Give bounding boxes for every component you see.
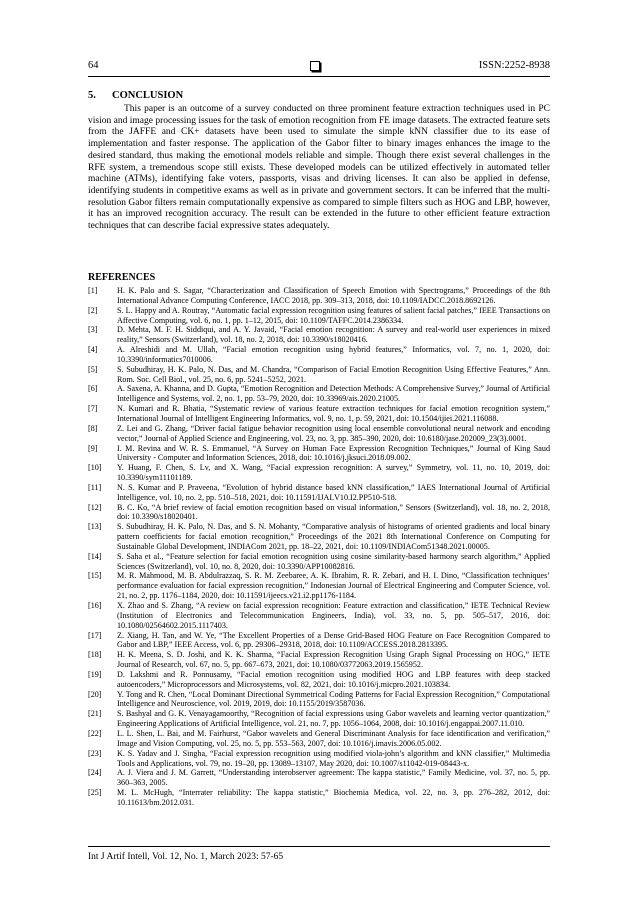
reference-number: [2] [88,305,98,315]
issn: ISSN:2252-8938 [478,60,550,71]
reference-item [88,571,550,601]
reference-text: Y. Tong and R. Chen, “Local Dominant Directional Symmetrical Coding Patterns for Facial Expression Recognition,” Computational Intelligence and Neuroscience, vol. 2019, 2019, doi: 10.1155/2019/3587036. [117,689,550,709]
reference-item [88,483,550,503]
reference-text: Z. Xiang, H. Tan, and W. Ye, “The Excellent Properties of a Dense Grid-Based HOG Feature on Face Recognition Compared to Gabor and LBP,” IEEE Access, vol. 6, pp. 29306–29318, 2018, doi: 10.1109/ACCESS.2018.2813395. [117,630,550,650]
references-heading: REFERENCES [88,272,156,283]
reference-text: H. K. Palo and S. Sagar, “Characterization and Classification of Speech Emotion with Spectrograms,” Proceedings of the 8th International Advance Computing Conference, IACC 2018, pp. 309–313, 2018, doi: 10.1109/IADCC.2018.8692126. [117,286,550,305]
page-number: 64 [88,60,99,71]
reference-number: [22] [88,728,102,738]
reference-text: S. Subudhiray, H. K. Palo, N. Das, and S. N. Mohanty, “Comparative analysis of histograms of oriented gradients and local binary pattern coefficients for facial emotion recognition,” Proceedings of the 2021 8th International Conference on Computing for Sustainable Global Development, INDIACom 2021, pp. 18–22, 2021, doi: 10.1109/INDIACom51348.2021.00005. [117,522,550,551]
reference-item [88,709,550,729]
reference-number: [5] [88,364,98,374]
reference-number: [13] [88,522,102,532]
reference-text: H. K. Meena, S. D. Joshi, and K. K. Sharma, “Facial Expression Recognition Using Graph Signal Processing on HOG,” IETE Journal of Research, vol. 67, no. 5, pp. 667–673, 2021, doi: 10.1080/03772063.2019.1565952. [117,650,550,670]
reference-item [88,345,550,365]
journal-citation: Int J Artif Intell, Vol. 12, No. 1, March 2023: 57-65 [88,852,284,862]
reference-text: S. Saha et al., “Feature selection for facial emotion recognition using cosine similarity-based harmony search algorithm,” Applied Sciences (Switzerland), vol. 10, no. 8, 2020, doi: 10.3390/APP10082816. [117,551,550,571]
section-heading [88,90,183,101]
reference-text: N. Kumari and R. Bhatia, “Systematic review of various feature extraction techniques for facial emotion recognition system,” International Journal of Intelligent Engineering Informatics, vol. 9, no. 1, p. 59, 2021, doi: 10.1504/ijiei.2021.116088. [117,404,550,423]
reference-number: [7] [88,404,98,414]
reference-text: D. Lakshmi and R. Ponnusamy, “Facial emotion recognition using modified HOG and LBP features with deep stacked autoencoders,” Microprocessors and Microsystems, vol. 82, 2021, doi: 10.1016/j.micpro.2021.103834. [117,669,550,689]
reference-number: [15] [88,571,102,581]
reference-item [88,522,550,552]
reference-text: D. Mehta, M. F. H. Siddiqui, and A. Y. Javaid, “Facial emotion recognition: A survey and real-world user experiences in mixed reality,” Sensors (Switzerland), vol. 18, no. 2, 2018, doi: 10.3390/s18020416. [117,325,550,345]
reference-number: [24] [88,768,102,778]
reference-text: K. S. Yadav and J. Singha, “Facial expression recognition using modified viola-john’s algorithm and kNN classifier,” Multimedia Tools and Applications, vol. 79, no. 19–20, pp. 13089–13107, May 2020, doi: 10.1007/s11042-019-08443-x. [117,748,550,768]
reference-item [88,601,550,631]
reference-text: A. Alreshidi and M. Ullah, “Facial emotion recognition using hybrid features,” Informatics, vol. 7, no. 1, 2020, doi: 10.3390/informatics7010006. [117,345,550,364]
reference-item [88,650,550,670]
reference-number: [18] [88,650,102,660]
reference-item [88,768,550,788]
reference-item [88,424,550,444]
reference-item [88,670,550,690]
reference-number: [1] [88,286,98,295]
header-rule [88,76,550,77]
reference-item [88,463,550,483]
reference-item [88,325,550,345]
reference-text: I. M. Revina and W. R. S. Emmanuel, “A Survey on Human Face Expression Recognition Techniques,” Journal of King Saud University - Computer and Information Sciences, 2018, doi: 10.1016/j.jksuci.2018.09.002. [117,443,550,463]
reference-number: [3] [88,325,98,335]
reference-number: [19] [88,669,102,679]
square-icon [310,61,320,71]
reference-text: N. S. Kumar and P. Praveena, “Evolution of hybrid distance based kNN classification,” IAES International Journal of Artificial Intelligence, vol. 10, no. 2, pp. 510–518, 2021, doi: 10.11591/IJAI.V10.I2.PP510-518. [117,482,550,502]
conclusion-paragraph: This paper is an outcome of a survey conducted on three prominent feature extraction techniques used in PC vision and image processing issues for the task of emotion recognition from FE image datasets. The extracted feature sets from the JAFFE and CK+ datasets have been used to simulate the simple kNN classifier due to its ease of implementation and faster response. The application of the Gabor filter to binary images enhances the image to the desired standard, thus making the emotional models reliable and simple. Though there exist several challenges in the RFE system, a tremendous scope still exists. These developed models can be utilized effectively in automated teller machine (ATMs), identifying fake voters, passports, visas and driving licenses. It can also be applied in defense, identifying students in competitive exams as well as in private and government sectors. It can be inferred that the multi-resolution Gabor filters remain computationally expensive as compared to simple filters such as HOG and LBP, however, it has an improved recognition accuracy. The result can be extended in the future to other efficient feature extraction techniques that can describe facial expressive states adequately. [88,104,550,232]
reference-number: [4] [88,345,98,355]
reference-item [88,503,550,523]
reference-item [88,749,550,769]
reference-text: S. Bashyal and G. K. Venayagamoorthy, “Recognition of facial expressions using Gabor wavelets and learning vector quantization,” Engineering Applications of Artificial Intelligence, vol. 21, no. 7, pp. 1056–1064, 2008, doi: 10.1016/j.engappai.2007.11.010. [117,709,550,729]
section-title: CONCLUSION [112,90,184,101]
page-header [88,58,550,74]
reference-text: B. C. Ko, “A brief review of facial emotion recognition based on visual information,” Sensors (Switzerland), vol. 18, no. 2, 2018, doi: 10.3390/s18020401. [117,502,550,522]
reference-item [88,286,550,306]
reference-text: A. Saxena, A. Khanna, and D. Gupta, “Emotion Recognition and Detection Methods: A Comprehensive Survey,” Journal of Artificial Intelligence and Systems, vol. 2, no. 1, pp. 53–79, 2020, doi: 10.33969/ais.2020.21005. [117,384,550,404]
reference-text: A. J. Viera and J. M. Garrett, “Understanding interobserver agreement: The kappa statistic,” Family Medicine, vol. 37, no. 5, pp. 360–363, 2005. [117,768,550,788]
reference-item [88,552,550,572]
reference-item [88,306,550,326]
reference-item [88,690,550,710]
reference-text: S. L. Happy and A. Routray, “Automatic facial expression recognition using features of salient facial patches,” IEEE Transactions on Affective Computing, vol. 6, no. 1, pp. 1–12, 2015, doi: 10.1109/TAFFC.2014.2386334. [117,305,550,325]
reference-number: [6] [88,384,98,394]
section-number: 5. [88,90,96,101]
references-list [88,286,550,808]
reference-item [88,365,550,385]
reference-number: [14] [88,551,102,561]
reference-number: [23] [88,748,102,758]
reference-number: [16] [88,601,102,610]
reference-number: [20] [88,689,102,699]
reference-item [88,384,550,404]
reference-item [88,729,550,749]
reference-number: [25] [88,788,102,798]
reference-text: L. L. Shen, L. Bai, and M. Fairhurst, “Gabor wavelets and General Discriminant Analysis for face identification and verification,” Image and Vision Computing, vol. 25, no. 5, pp. 553–563, 2007, doi: 10.1016/j.imavis.2006.05.002. [117,728,550,748]
footer-rule [88,846,550,847]
reference-text: M. R. Mahmood, M. B. Abdulrazzaq, S. R. M. Zeebaree, A. K. Ibrahim, R. R. Zebari, and H. I. Dino, “Classification techniques’ performance evaluation for facial expression recognition,” Indonesian Journal of Electrical Engineering and Computer Science, vol. 21, no. 2, pp. 1176–1184, 2020, doi: 10.11591/ijeecs.v21.i2.pp1176-1184. [117,571,550,601]
reference-text: Y. Huang, F. Chen, S. Lv, and X. Wang, “Facial expression recognition: A survey,” Symmetry, vol. 11, no. 10, 2019, doi: 10.3390/sym11101189. [117,463,550,483]
reference-number: [12] [88,502,102,512]
reference-number: [21] [88,709,102,719]
reference-text: M. L. McHugh, “Interrater reliability: The kappa statistic,” Biochemia Medica, vol. 22, no. 3, pp. 276–282, 2012, doi: 10.11613/bm.2012.031. [117,788,550,807]
reference-number: [9] [88,443,98,453]
reference-item [88,788,550,808]
reference-item [88,444,550,464]
reference-number: [11] [88,482,102,492]
reference-text: S. Subudhiray, H. K. Palo, N. Das, and M. Chandra, “Comparison of Facial Emotion Recognition Using Effective Features,” Ann. Rom. Soc. Cell Biol., vol. 25, no. 6, pp. 5241–5252, 2021. [117,364,550,384]
reference-text: X. Zhao and S. Zhang, “A review on facial expression recognition: Feature extraction and classification,” IETE Technical Review (Institution of Electronics and Telecommunication Engineers, India), vol. 33, no. 5, pp. 505–517, 2016, doi: 10.1080/02564602.2015.1117403. [117,601,550,630]
reference-number: [17] [88,630,102,640]
reference-item [88,404,550,424]
reference-number: [8] [88,423,98,433]
reference-number: [10] [88,463,102,473]
reference-item [88,631,550,651]
reference-text: Z. Lei and G. Zhang, “Driver facial fatigue behavior recognition using local ensemble convolutional neural network and encoding vector,” Journal of Applied Science and Engineering, vol. 23, no. 3, pp. 385–390, 2020, doi: 10.6180/jase.202009_23(3).0001. [117,423,550,443]
